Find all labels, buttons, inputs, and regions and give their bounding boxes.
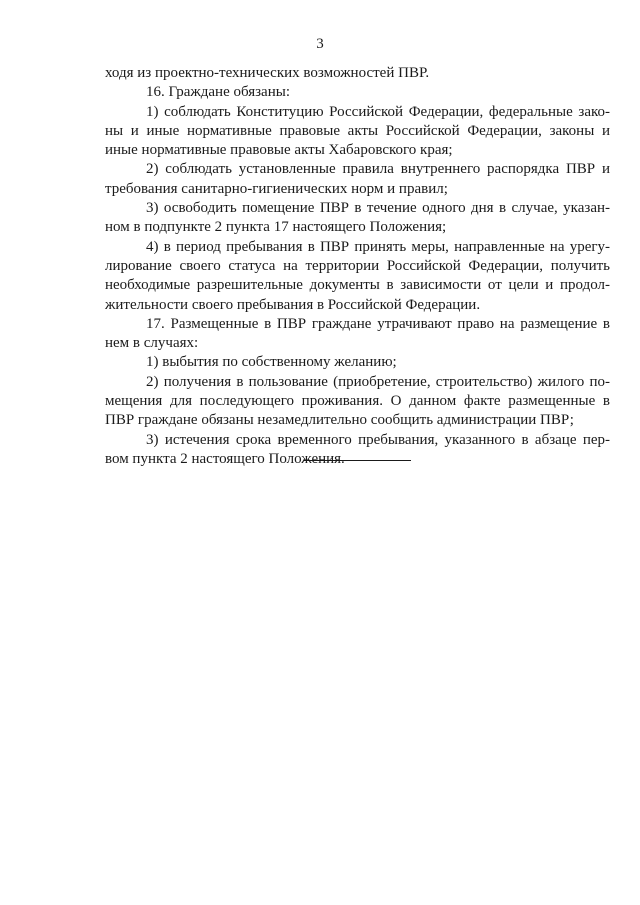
text-line: необходимые разрешительные документы в зависимости от цели и продол- <box>105 277 610 294</box>
text-line: 2) получения в пользование (приобретение, строительство) жилого по- <box>146 373 610 390</box>
end-separator-line <box>304 460 411 461</box>
text-line: ном в подпункте 2 пункта 17 настоящего Положения; <box>105 219 447 236</box>
text-line: 4) в период пребывания в ПВР принять меры, направленные на урегу- <box>146 238 610 255</box>
text-line: ПВР граждане обязаны незамедлительно сообщить администрации ПВР; <box>105 412 574 429</box>
section-heading: 17. Размещенные в ПВР граждане утрачивают право на размещение в <box>146 315 610 332</box>
document-body <box>105 64 610 469</box>
section-heading: 16. Граждане обязаны: <box>146 84 290 101</box>
text-line: иные нормативные правовые акты Хабаровского края; <box>105 142 453 159</box>
text-line: вом пункта 2 настоящего Положения. <box>105 450 345 467</box>
text-line: жительности своего пребывания в Российской Федерации. <box>105 296 481 313</box>
text-line: лирование своего статуса на территории Российской Федерации, получить <box>105 257 610 274</box>
text-line: нем в случаях: <box>105 335 199 352</box>
page-number: 3 <box>316 36 324 52</box>
text-line: 1) соблюдать Конституцию Российской Федерации, федеральные зако- <box>146 103 610 120</box>
text-line: 1) выбытия по собственному желанию; <box>146 354 397 371</box>
text-line: 3) истечения срока временного пребывания, указанного в абзаце пер- <box>146 431 610 448</box>
text-line: 3) освободить помещение ПВР в течение одного дня в случае, указан- <box>146 200 610 217</box>
text-line: мещения для последующего проживания. О данном факте размещенные в <box>105 393 610 410</box>
text-line: ны и иные нормативные правовые акты Российской Федерации, законы и <box>105 122 610 139</box>
text-line: требования санитарно-гигиенических норм и правил; <box>105 180 448 197</box>
text-line: 2) соблюдать установленные правила внутреннего распорядка ПВР и <box>146 161 610 178</box>
text-line: ходя из проектно-технических возможностей ПВР. <box>105 65 430 81</box>
